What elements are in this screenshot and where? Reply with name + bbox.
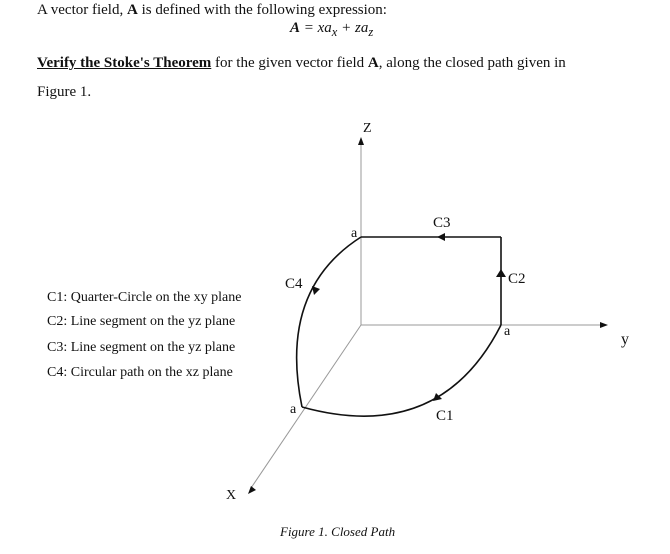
z-axis-arrowhead — [358, 137, 364, 145]
equation-plus: + za — [337, 20, 369, 36]
task-rest: , along the closed path given in — [378, 55, 566, 71]
x-axis — [251, 325, 361, 488]
intro-text-before: A vector field, — [37, 2, 127, 18]
axis-label-y: y — [621, 331, 629, 348]
label-c2: C2 — [508, 271, 526, 287]
legend-item-c3: C3: Line segment on the yz plane — [47, 340, 236, 355]
label-a-right: a — [504, 324, 511, 339]
label-a-left: a — [290, 402, 297, 417]
label-c4: C4 — [285, 276, 303, 292]
task-line-2: Figure 1. — [37, 84, 92, 100]
figure-caption: Figure 1. Closed Path — [280, 524, 396, 539]
c2-direction-arrow — [496, 269, 506, 277]
x-axis-arrowhead — [248, 486, 256, 494]
task-middle: for the given vector field — [211, 55, 368, 71]
path-c1 — [302, 325, 501, 416]
label-a-top: a — [351, 226, 358, 241]
c1-direction-arrow — [433, 393, 442, 401]
equation-sub-x: x — [331, 25, 338, 39]
label-c1: C1 — [436, 408, 454, 424]
path-c4 — [297, 237, 361, 407]
c3-direction-arrow — [437, 233, 445, 241]
intro-bold-var: A — [126, 2, 138, 18]
intro-text-after: is defined with the following expression: — [137, 2, 387, 18]
equation-sub-z: z — [368, 25, 374, 39]
equation-rhs: = xa — [300, 20, 332, 36]
task-bold-var: A — [367, 55, 379, 71]
legend-item-c1: C1: Quarter-Circle on the xy plane — [47, 290, 242, 305]
y-axis-arrowhead — [600, 322, 608, 328]
c4-direction-arrow — [312, 286, 320, 295]
legend-item-c4: C4: Circular path on the xz plane — [47, 365, 233, 380]
axis-label-x: X — [226, 488, 237, 503]
task-title: Verify the Stoke's Theorem — [37, 55, 212, 71]
legend-item-c2: C2: Line segment on the yz plane — [47, 314, 236, 329]
equation-lhs: A — [290, 20, 301, 36]
axis-label-z: Z — [363, 121, 372, 136]
label-c3: C3 — [433, 215, 451, 231]
